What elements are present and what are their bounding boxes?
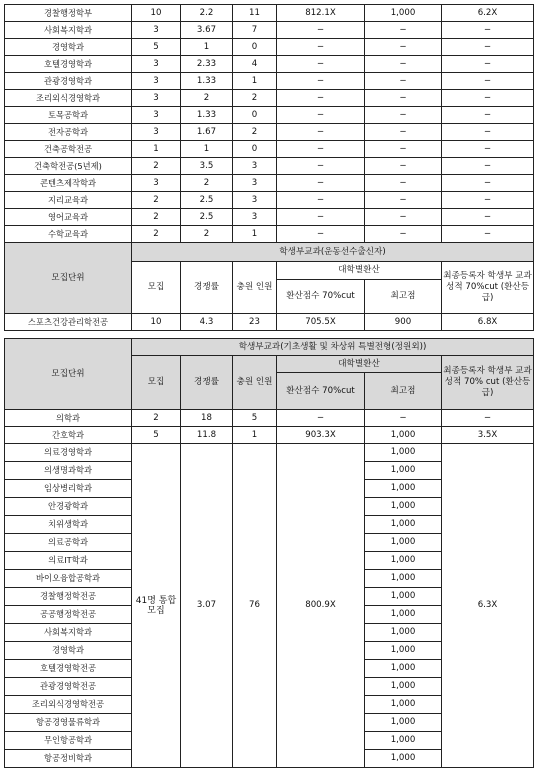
cell-cut70: 812.1X (277, 5, 365, 22)
table-row (5, 410, 534, 427)
cell-cut70: − (277, 192, 365, 209)
table-row (5, 124, 534, 141)
table-row (5, 175, 534, 192)
header-max: 최고점 (365, 280, 442, 314)
cell-ratio: 2 (181, 226, 233, 243)
cell-max: 1,000 (365, 480, 442, 498)
cell-final: − (442, 226, 534, 243)
merged-extra: 76 (233, 444, 277, 768)
cell-max: 1,000 (365, 552, 442, 570)
header-extra: 충원 인원 (233, 262, 277, 314)
cell-cut70: − (277, 124, 365, 141)
cell-unit: 경찰행정학전공 (5, 588, 132, 606)
cell-final: 6.2X (442, 5, 534, 22)
cell-ratio: 2.2 (181, 5, 233, 22)
header-univ-calc: 대학별환산 (277, 356, 442, 373)
cell-extra: 5 (233, 410, 277, 427)
table-row (5, 5, 534, 22)
cell-extra: 0 (233, 39, 277, 56)
cell-cut70: − (277, 56, 365, 73)
cell-cut70: − (277, 158, 365, 175)
cell-cut70: − (277, 73, 365, 90)
cell-unit: 치위생학과 (5, 516, 132, 534)
cell-max: 1,000 (365, 534, 442, 552)
cell-unit: 무인항공학과 (5, 732, 132, 750)
header-cut70: 환산점수 70%cut (277, 280, 365, 314)
cell-unit: 바이오융합공학과 (5, 570, 132, 588)
table-row (5, 192, 534, 209)
header-ratio: 경쟁률 (181, 262, 233, 314)
table-row (5, 209, 534, 226)
merged-ratio: 3.07 (181, 444, 233, 768)
cell-final: − (442, 192, 534, 209)
cell-max: 1,000 (365, 678, 442, 696)
table-row (5, 226, 534, 243)
header-cut70: 환산점수 70%cut (277, 373, 365, 410)
cell-recruit: 3 (132, 22, 181, 39)
cell-max: 1,000 (365, 606, 442, 624)
cell-unit: 의학과 (5, 410, 132, 427)
cell-unit: 의료IT학과 (5, 552, 132, 570)
cell-ratio: 2.5 (181, 209, 233, 226)
cell-unit: 사회복지학과 (5, 22, 132, 39)
admission-table-1 (4, 4, 534, 243)
cell-max: 1,000 (365, 588, 442, 606)
table-row (5, 314, 534, 331)
cell-extra: 0 (233, 141, 277, 158)
table-athlete (4, 242, 533, 331)
cell-unit: 의료공학과 (5, 534, 132, 552)
cell-recruit: 5 (132, 427, 181, 444)
cell-unit: 전자공학과 (5, 124, 132, 141)
cell-unit: 조리외식경영학전공 (5, 696, 132, 714)
cell-max: 1,000 (365, 5, 442, 22)
admission-table-3 (4, 338, 534, 768)
cell-unit: 호텔경영학전공 (5, 660, 132, 678)
cell-unit: 임상병리학과 (5, 480, 132, 498)
cell-ratio: 1.67 (181, 124, 233, 141)
cell-unit: 스포츠건강관리학전공 (5, 314, 132, 331)
cell-final: − (442, 39, 534, 56)
cell-unit: 경영학과 (5, 39, 132, 56)
cell-unit: 항공경영물류학과 (5, 714, 132, 732)
cell-recruit: 10 (132, 314, 181, 331)
header-recruit: 모집 (132, 262, 181, 314)
cell-extra: 11 (233, 5, 277, 22)
cell-cut70: 903.3X (277, 427, 365, 444)
table-row (5, 141, 534, 158)
cell-ratio: 3.5 (181, 158, 233, 175)
cell-unit: 안경광학과 (5, 498, 132, 516)
admission-table-2 (4, 242, 534, 331)
cell-unit: 지리교육과 (5, 192, 132, 209)
cell-ratio: 4.3 (181, 314, 233, 331)
cell-unit: 건축학전공(5년제) (5, 158, 132, 175)
cell-recruit: 3 (132, 107, 181, 124)
cell-final: − (442, 410, 534, 427)
cell-max: 1,000 (365, 462, 442, 480)
table-row (5, 22, 534, 39)
cell-final: 6.8X (442, 314, 534, 331)
cell-max: − (365, 192, 442, 209)
cell-unit: 조리외식경영학과 (5, 90, 132, 107)
cell-unit: 공공행정학전공 (5, 606, 132, 624)
cell-recruit: 3 (132, 175, 181, 192)
cell-recruit: 5 (132, 39, 181, 56)
table-row (5, 158, 534, 175)
cell-max: − (365, 22, 442, 39)
cell-unit: 관광경영학전공 (5, 678, 132, 696)
cell-recruit: 3 (132, 73, 181, 90)
cell-final: − (442, 73, 534, 90)
cell-ratio: 1 (181, 141, 233, 158)
cell-cut70: − (277, 39, 365, 56)
cell-ratio: 2 (181, 175, 233, 192)
cell-max: 900 (365, 314, 442, 331)
cell-recruit: 1 (132, 141, 181, 158)
table-row (5, 73, 534, 90)
header-final: 최종등록자 학생부 교과성적 70%cut (환산등급) (442, 262, 534, 314)
merged-recruit: 41명 통합 모집 (132, 444, 181, 768)
cell-recruit: 3 (132, 90, 181, 107)
cell-unit: 수학교육과 (5, 226, 132, 243)
header-unit: 모집단위 (5, 243, 132, 314)
cell-extra: 1 (233, 427, 277, 444)
header-recruit: 모집 (132, 356, 181, 410)
cell-cut70: − (277, 209, 365, 226)
table-row (5, 90, 534, 107)
cell-ratio: 11.8 (181, 427, 233, 444)
cell-unit: 관광경영학과 (5, 73, 132, 90)
cell-max: − (365, 107, 442, 124)
header-unit: 모집단위 (5, 339, 132, 410)
merged-cut70: 800.9X (277, 444, 365, 768)
cell-max: 1,000 (365, 642, 442, 660)
cell-recruit: 2 (132, 226, 181, 243)
cell-final: − (442, 158, 534, 175)
header-title: 학생부교과(기초생활 및 차상위 특별전형(정원외)) (132, 339, 534, 356)
cell-max: 1,000 (365, 444, 442, 462)
cell-max: − (365, 56, 442, 73)
cell-max: − (365, 226, 442, 243)
cell-max: 1,000 (365, 624, 442, 642)
cell-unit: 콘텐츠제작학과 (5, 175, 132, 192)
cell-max: − (365, 124, 442, 141)
cell-max: − (365, 410, 442, 427)
header-max: 최고점 (365, 373, 442, 410)
cell-ratio: 1.33 (181, 73, 233, 90)
table-row (5, 427, 534, 444)
table-row (5, 56, 534, 73)
cell-extra: 3 (233, 175, 277, 192)
cell-final: 3.5X (442, 427, 534, 444)
cell-unit: 건축공학전공 (5, 141, 132, 158)
cell-max: − (365, 73, 442, 90)
cell-extra: 3 (233, 158, 277, 175)
table-row (5, 107, 534, 124)
header-final: 최종등록자 학생부 교과성적 70% cut (환산등급) (442, 356, 534, 410)
cell-unit: 의생명과학과 (5, 462, 132, 480)
cell-final: − (442, 141, 534, 158)
cell-recruit: 2 (132, 209, 181, 226)
cell-extra: 4 (233, 56, 277, 73)
cell-unit: 간호학과 (5, 427, 132, 444)
cell-ratio: 3.67 (181, 22, 233, 39)
cell-recruit: 3 (132, 124, 181, 141)
header-extra: 충원 인원 (233, 356, 277, 410)
cell-recruit: 2 (132, 158, 181, 175)
cell-cut70: − (277, 226, 365, 243)
cell-max: 1,000 (365, 714, 442, 732)
header-title: 학생부교과(운동선수출신자) (132, 243, 534, 262)
cell-unit: 영어교육과 (5, 209, 132, 226)
cell-final: − (442, 124, 534, 141)
cell-max: 1,000 (365, 516, 442, 534)
cell-max: − (365, 209, 442, 226)
cell-unit: 토목공학과 (5, 107, 132, 124)
cell-extra: 3 (233, 192, 277, 209)
header-univ-calc: 대학별환산 (277, 262, 442, 280)
cell-max: − (365, 90, 442, 107)
cell-max: 1,000 (365, 498, 442, 516)
cell-max: 1,000 (365, 427, 442, 444)
cell-max: − (365, 158, 442, 175)
cell-final: − (442, 22, 534, 39)
cell-ratio: 2 (181, 90, 233, 107)
table-row (5, 39, 534, 56)
cell-unit: 항공정비학과 (5, 750, 132, 768)
cell-cut70: − (277, 22, 365, 39)
cell-cut70: − (277, 90, 365, 107)
table-row (5, 444, 534, 462)
cell-extra: 2 (233, 90, 277, 107)
cell-extra: 1 (233, 226, 277, 243)
cell-cut70: 705.5X (277, 314, 365, 331)
cell-ratio: 2.33 (181, 56, 233, 73)
cell-cut70: − (277, 141, 365, 158)
cell-extra: 23 (233, 314, 277, 331)
cell-extra: 1 (233, 73, 277, 90)
cell-final: − (442, 175, 534, 192)
cell-max: − (365, 141, 442, 158)
cell-max: − (365, 39, 442, 56)
cell-final: − (442, 107, 534, 124)
cell-extra: 7 (233, 22, 277, 39)
cell-recruit: 2 (132, 410, 181, 427)
cell-extra: 0 (233, 107, 277, 124)
cell-max: − (365, 175, 442, 192)
header-ratio: 경쟁률 (181, 356, 233, 410)
cell-recruit: 3 (132, 56, 181, 73)
cell-recruit: 10 (132, 5, 181, 22)
cell-max: 1,000 (365, 696, 442, 714)
cell-max: 1,000 (365, 750, 442, 768)
cell-max: 1,000 (365, 732, 442, 750)
cell-unit: 경영학과 (5, 642, 132, 660)
merged-final: 6.3X (442, 444, 534, 768)
cell-final: − (442, 56, 534, 73)
cell-max: 1,000 (365, 660, 442, 678)
cell-extra: 2 (233, 124, 277, 141)
table-low-income (4, 338, 533, 768)
cell-max: 1,000 (365, 570, 442, 588)
cell-cut70: − (277, 107, 365, 124)
cell-recruit: 2 (132, 192, 181, 209)
cell-unit: 사회복지학과 (5, 624, 132, 642)
table-general-continued (4, 4, 533, 243)
cell-unit: 경찰행정학부 (5, 5, 132, 22)
cell-extra: 3 (233, 209, 277, 226)
cell-final: − (442, 209, 534, 226)
cell-final: − (442, 90, 534, 107)
cell-unit: 의료경영학과 (5, 444, 132, 462)
cell-ratio: 1.33 (181, 107, 233, 124)
cell-ratio: 1 (181, 39, 233, 56)
cell-cut70: − (277, 175, 365, 192)
cell-cut70: − (277, 410, 365, 427)
cell-unit: 호텔경영학과 (5, 56, 132, 73)
cell-ratio: 2.5 (181, 192, 233, 209)
cell-ratio: 18 (181, 410, 233, 427)
